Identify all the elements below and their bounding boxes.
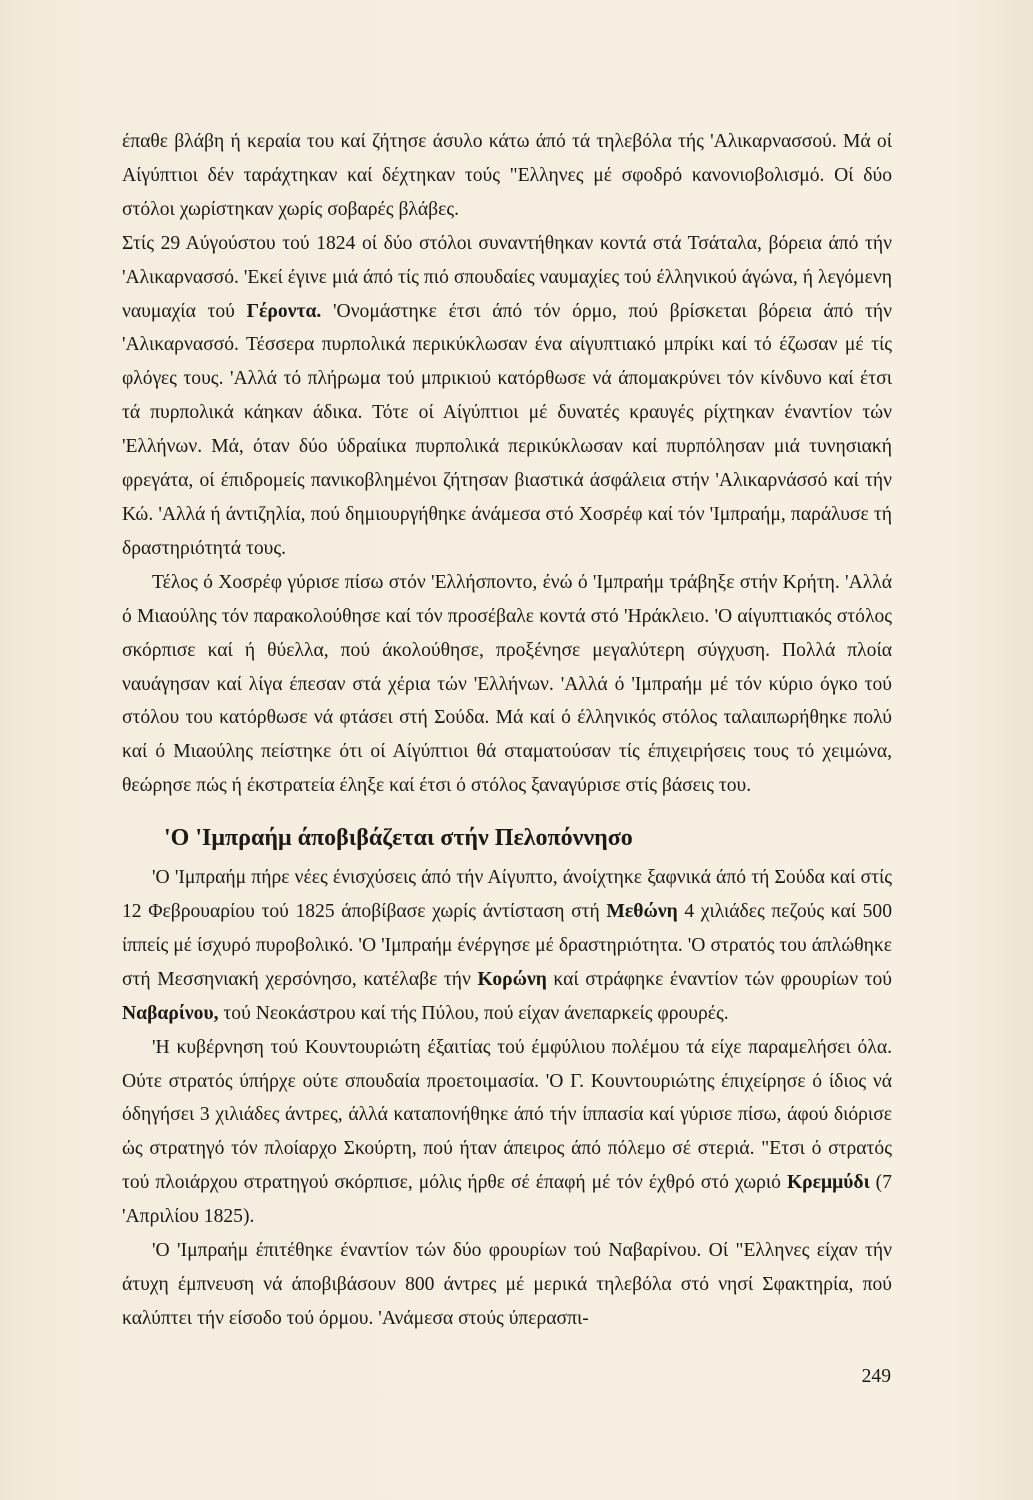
text-segment: Τέλος ό Χοσρέφ γύρισε πίσω στόν 'Ελλήσποντο, ένώ ό 'Ιμπραήμ τράβηξε στήν Κρήτη. 'Αλλά ό Μιαούλης τόν παρακολούθησε καί τόν προσέβαλε κοντά στό 'Ηράκλειο. 'Ο αίγυπτιακός στόλος σκόρπισε καί ή θύελλα, πού άκολούθησε, προξένησε μεγαλύτερη σύγχυση. Πολλά πλοία ναυάγησαν καί λίγα έπεσαν στά χέρια τών 'Ελλήνων. 'Αλλά ό 'Ιμπραήμ μέ τόν κύριο όγκο τού στόλου του κατόρθωσε νά φτάσει στή Σούδα. Μά καί ό έλληνικός στόλος ταλαιπωρήθηκε πολύ καί ό Μιαούλης πείστηκε ότι οί Αίγύπτιοι θά σταματούσαν τίς έπιχειρήσεις τους τό χειμώνα, θεώρησε πώς ή έκστρατεία έληξε καί έτσι ό στόλος ξαναγύρισε στίς βάσεις του.	[122, 571, 892, 797]
paragraph	[122, 861, 892, 1031]
page-number: 249	[861, 1366, 891, 1387]
text-segment: 'Ο 'Ιμπραήμ έπιτέθηκε έναντίον τών δύο φρουρίων τού Ναβαρίνου. Οί "Ελληνες είχαν τήν άτυχη έμπνευση νά άποβιβάσουν 800 άντρες μέ μερικά τηλεβόλα στό νησί Σφακτηρία, πού καλύπτει τήν είσοδο τού όρμου. 'Ανάμεσα στούς ύπερασπι-	[122, 1240, 892, 1329]
bold-term: Γέροντα.	[246, 300, 322, 322]
text-segment: τού Νεοκάστρου καί τής Πύλου, πού είχαν άνεπαρκείς φρουρές.	[218, 1002, 729, 1024]
bold-term: Κορώνη	[477, 968, 547, 990]
bold-term: Ναβαρίνου,	[122, 1002, 219, 1024]
text-segment: 'Ονομάστηκε έτσι άπό τόν όρμο, πού βρίσκεται βόρεια άπό τήν 'Αλικαρνασσό. Τέσσερα πυρπολικά περικύκλωσαν ένα αίγυπτιακό μπρίκι καί τό έζωσαν μέ τίς φλόγες τους. 'Αλλά τό πλήρωμα τού μπρικιού κατόρθωσε νά άπομακρύνει τόν κίνδυνο καί έτσι τά πυρπολικά κάηκαν άδικα. Τότε οί Αίγύπτιοι μέ δυνατές κραυγές ρίχτηκαν έναντίον τών 'Ελλήνων. Μά, όταν δύο ύδραίικα πυρπολικά περικύκλωσαν καί πυρπόλησαν μιά τυνησιακή φρεγάτα, οί έπιδρομείς πανικοβλημένοι ζήτησαν βιαστικά άσφάλεια στήν 'Αλικαρνάσσό καί τήν Κώ. 'Αλλά ή άντιζηλία, πού δημιουργήθηκε άνάμεσα στό Χοσρέφ καί τόν 'Ιμπραήμ, παράλυσε τή δραστηριότητά τους.	[122, 300, 892, 559]
text-segment: 4 χιλιάδες πεζούς καί 500 ίππείς μέ ίσχυρό πυροβολικό. 'Ο 'Ιμπραήμ ένέργησε μέ δραστηριότητα. 'Ο στρατός του άπλώθηκε στή Μεσσηνιακή χερσόνησο, κατέλαβε τήν	[122, 901, 892, 990]
text-segment: (7 'Απριλίου 1825).	[122, 1172, 892, 1228]
bold-term: Κρεμμύδι	[786, 1172, 870, 1194]
paragraph	[122, 566, 892, 803]
text-segment: Στίς 29 Αύγούστου τού 1824 οί δύο στόλοι συναντήθηκαν κοντά στά Τσάταλα, βόρεια άπό τήν 'Αλικαρνασσό. 'Εκεί έγινε μιά άπό τίς πιό σπουδαίες ναυμαχίες τού έλληνικού άγώνα, ή λεγόμενη ναυμαχία τού	[122, 232, 892, 322]
text-segment: καί στράφηκε έναντίον τών φρουρίων τού	[546, 968, 893, 990]
paragraph	[122, 1031, 892, 1234]
paragraph	[122, 125, 892, 227]
paragraph	[122, 1234, 892, 1336]
section-heading: 'Ο 'Ιμπραήμ άποβιβάζεται στήν Πελοπόννησο	[164, 825, 633, 852]
text-segment: 'Ο 'Ιμπραήμ πήρε νέες ένισχύσεις άπό τήν Αίγυπτο, άνοίχτηκε ξαφνικά άπό τή Σούδα καί στίς 12 Φεβρουαρίου τού 1825 άποβίβασε χωρίς άντίσταση στή	[122, 867, 892, 923]
paragraphs-before-heading	[122, 125, 892, 803]
text-segment: έπαθε βλάβη ή κεραία του καί ζήτησε άσυλο κάτω άπό τά τηλεβόλα τής 'Αλικαρνασσού. Μά οί Αίγύπτιοι δέν ταράχτηκαν καί δέχτηκαν τούς "Ελληνες μέ σφοδρό κανονιοβολισμό. Οί δύο στόλοι χωρίστηκαν χωρίς σοβαρές βλάβες.	[122, 131, 892, 220]
bold-term: Μεθώνη	[606, 901, 678, 923]
paragraph	[122, 227, 892, 566]
paragraphs-after-heading	[122, 861, 892, 1336]
body-text	[122, 125, 892, 1336]
text-segment: 'Η κυβέρνηση τού Κουντουριώτη έξαιτίας τού έμφύλιου πολέμου τά είχε παραμελήσει όλα. Ούτε στρατός ύπήρχε ούτε σπουδαία προετοιμασία. 'Ο Γ. Κουντουριώτης έπιχείρησε ό ίδιος νά όδηγήσει 3 χιλιάδες άντρες, άλλά καταπονήθηκε άπό τήν ίππασία καί γύρισε πίσω, άφού διόρισε ώς στρατηγό τόν πλοίαρχο Σκούρτη, πού ήταν άπειρος άπό πόλεμο σέ στεριά. "Ετσι ό στρατός τού πλοιάρχου στρατηγού σκόρπισε, μόλις ήρθε σέ έπαφή μέ τόν έχθρό στό χωριό	[122, 1036, 892, 1194]
